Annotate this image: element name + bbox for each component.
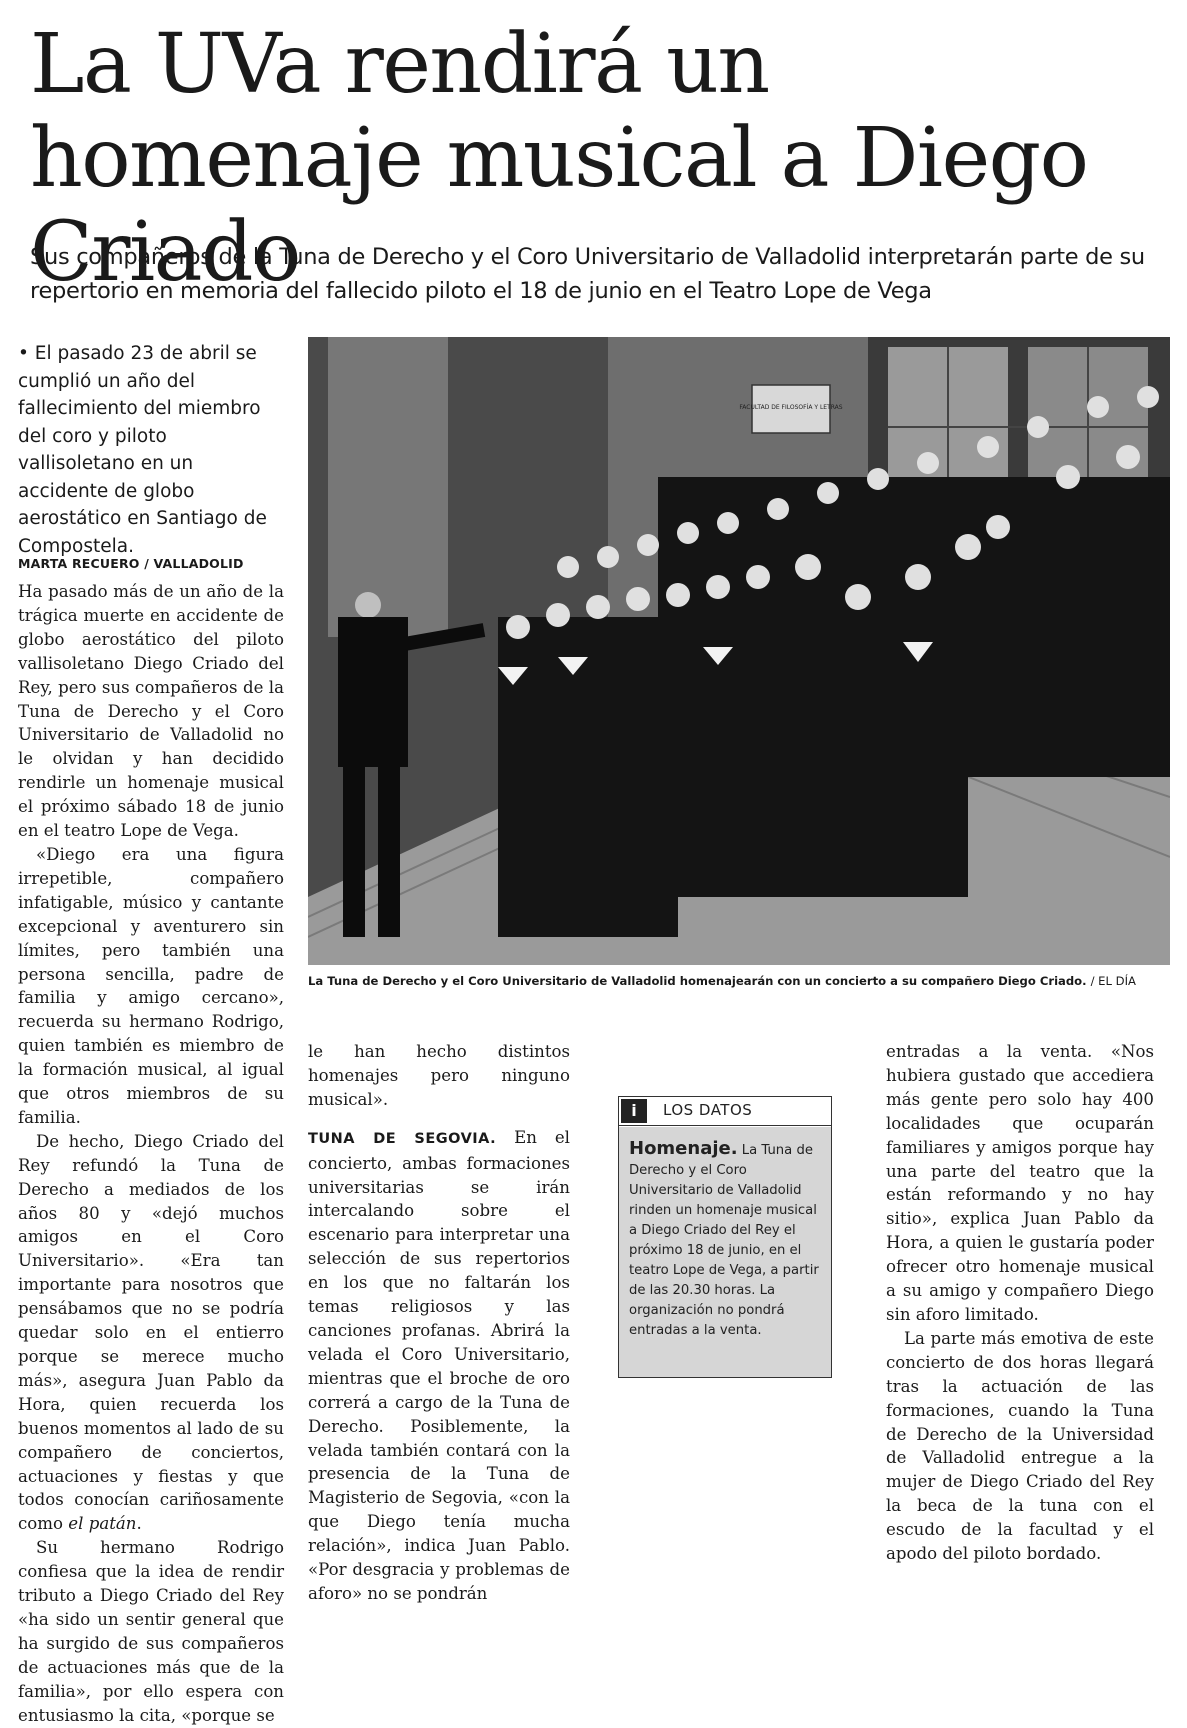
data-box xyxy=(618,1096,832,1378)
nickname: el patán xyxy=(68,1514,137,1534)
column-3 xyxy=(886,1040,1154,1566)
data-box-header xyxy=(619,1097,831,1126)
column-1 xyxy=(18,580,284,1728)
choir-photo-illustration xyxy=(308,337,1170,965)
paragraph: La parte más emotiva de este concierto de dos horas llegará tras la actuación de las formaciones, cuando la Tuna de Derecho de la Universidad de Valladolid entregue a la mujer de Diego Criado del Rey la beca de la tuna con el escudo de la facultad y el apodo del piloto bordado. xyxy=(886,1328,1154,1564)
lede: • El pasado 23 de abril se cumplió un año del fallecimiento del miembro del coro y piloto vallisoletano en un accidente de globo aerostático en Santiago de Compostela. xyxy=(18,343,267,557)
paragraph-text: En el concierto, ambas formaciones universitarias se irán intercalando sobre el escenario para interpretar una selección de sus repertorios en los que no faltarán los temas religiosos y las canciones profanas. Abrirá la velada el Coro Universitario, mientras que el broche de oro correrá a cargo de la Tuna de Derecho. Posiblemente, la velada también contará con la presencia de la Tuna de Magisterio de Segovia, «con la que Diego tenía mucha relación», indica Juan Pablo. «Por desgracia y problemas de aforo» no se pondrán xyxy=(308,1127,570,1603)
paragraph: Ha pasado más de un año de la trágica muerte en accidente de globo aerostático del piloto vallisoletano Diego Criado del Rey, pero sus compañeros de la Tuna de Derecho y el Coro Universitario de Valladolid no le olvidan y han decidido rendirle un homenaje musical el próximo sábado 18 de junio en el teatro Lope de Vega. xyxy=(18,582,284,841)
subheadline: Sus compañeros de la Tuna de Derecho y el Coro Universitario de Valladolid interpretarán parte de su repertorio en memoria del fallecido piloto el 18 de junio en el Teatro Lope de Vega xyxy=(30,244,1145,304)
data-box-body xyxy=(619,1127,831,1377)
building-sign: FACULTAD DE FILOSOFÍA Y LETRAS xyxy=(739,404,843,411)
info-icon: i xyxy=(621,1099,647,1123)
data-box-title: LOS DATOS xyxy=(663,1101,753,1119)
paragraph: «Diego era una figura irrepetible, compañero infatigable, músico y cantante excepcional y aventurero sin límites, pero también una persona sencilla, padre de familia y amigo cercano», recuerda su hermano Rodrigo, quien también es miembro de la formación musical, al igual que otros miembros de su familia. xyxy=(18,844,284,1127)
data-box-lead: Homenaje. xyxy=(629,1138,738,1159)
choir-photo xyxy=(308,337,1170,965)
paragraph xyxy=(308,1126,570,1606)
column-2 xyxy=(308,1040,570,1606)
photo-credit: / EL DÍA xyxy=(1090,974,1136,988)
byline: MARTA RECUERO / VALLADOLID xyxy=(18,556,244,571)
paragraph: le han hecho distintos homenajes pero ninguno musical». xyxy=(308,1042,570,1109)
photo-caption-text: La Tuna de Derecho y el Coro Universitario de Valladolid homenajearán con un concierto a su compañero Diego Criado. xyxy=(308,974,1087,988)
headline: La UVa rendirá un homenaje musical a Diego Criado xyxy=(30,17,1088,300)
photo-caption xyxy=(308,974,1170,988)
paragraph: Su hermano Rodrigo confiesa que la idea de rendir tributo a Diego Criado del Rey «ha sido un sentir general que ha surgido de sus compañeros de actuaciones más que de la familia», por ello espera con entusiasmo la cita, «porque se xyxy=(18,1538,284,1725)
section-heading: TUNA DE SEGOVIA. xyxy=(308,1130,497,1147)
paragraph-text: De hecho, Diego Criado del Rey refundó la Tuna de Derecho a mediados de los años 80 y «dejó muchos amigos en el Coro Universitario». «Era tan importante para nosotros que pensábamos que no se podría quedar solo en el entierro porque se merece mucho más», asegura Juan Pablo da Hora, quien recuerda los buenos momentos al lado de su compañero de conciertos, actuaciones y fiestas y que todos conocían cariñosamente como xyxy=(18,1131,284,1534)
paragraph: entradas a la venta. «Nos hubiera gustado que accediera más gente pero solo hay 400 localidades que ocuparán familiares y amigos porque hay una parte del teatro que la están reformando y no hay sitio», explica Juan Pablo da Hora, a quien le gustaría poder ofrecer otro homenaje musical a su amigo y compañero Diego sin aforo limitado. xyxy=(886,1042,1154,1324)
paragraph: De hecho, Diego Criado del Rey refundó la Tuna de Derecho a mediados de los años 80 y «dejó muchos amigos en el Coro Universitario». «Era tan importante para nosotros que pensábamos que no se podría quedar solo en el entierro porque se merece mucho más», asegura Juan Pablo da Hora, quien recuerda los buenos momentos al lado de su compañero de conciertos, actuaciones y fiestas y que todos conocían cariñosamente como el patán. xyxy=(18,1131,284,1534)
data-box-text: La Tuna de Derecho y el Coro Universitario de Valladolid rinden un homenaje musical a Diego Criado del Rey el próximo 18 de junio, en el teatro Lope de Vega, a partir de las 20.30 horas. La organización no pondrá entradas a la venta. xyxy=(629,1143,819,1338)
